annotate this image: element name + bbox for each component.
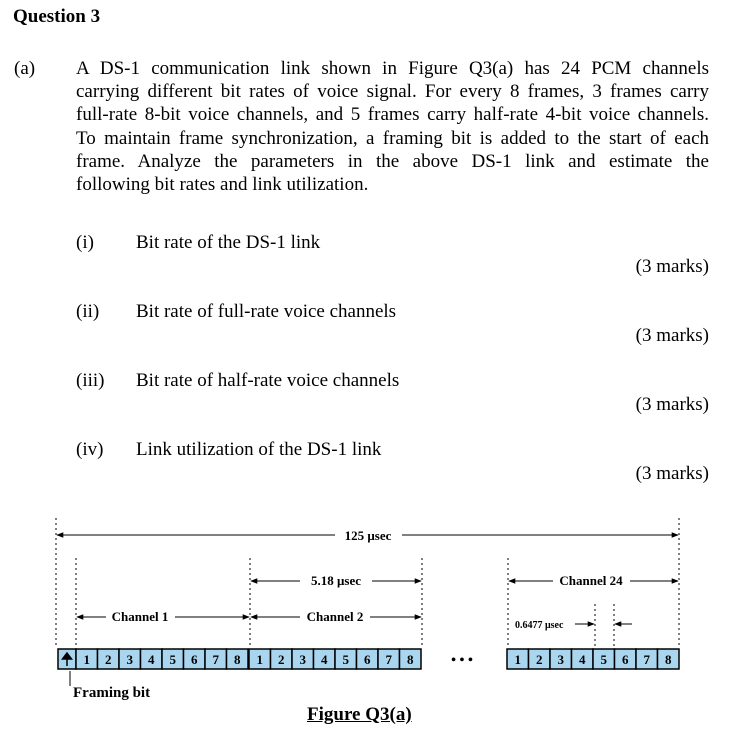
paragraph-line: A DS-1 communication link shown in Figure Q3(a) has 24 PCM channels: [76, 58, 709, 79]
bit-cell-label: 2: [536, 652, 543, 667]
bit-cell-label: 7: [385, 652, 392, 667]
marks-label: (3 marks): [635, 463, 709, 484]
bit-cell-label: 8: [665, 652, 672, 667]
bit-cell-label: 6: [622, 652, 629, 667]
bit-cell-label: 4: [148, 652, 155, 667]
bit-cell-label: 4: [579, 652, 586, 667]
channel1-label: Channel 1: [111, 609, 169, 624]
figure-caption: Figure Q3(a): [307, 704, 412, 725]
subquestion-number: (i): [76, 232, 94, 253]
channel2-label: Channel 2: [306, 609, 364, 624]
bit-cell-label: 8: [234, 652, 241, 667]
bit-cell-label: 5: [600, 652, 607, 667]
paragraph-line: frame. Analyze the parameters in the above DS-1 link and estimate the: [76, 150, 709, 172]
bit-cell-label: 7: [643, 652, 650, 667]
paragraph-line: carrying different bit rates of voice signal. For every 8 frames, 3 frames carry: [76, 81, 709, 103]
bit-cell-label: 7: [212, 652, 219, 667]
bit-duration-label: 0.6477 μsec: [515, 620, 564, 631]
bit-cell-label: 1: [514, 652, 521, 667]
bit-cell-label: 4: [321, 652, 328, 667]
subquestion-text: Bit rate of the DS-1 link: [136, 232, 321, 253]
bit-cell-label: 6: [191, 652, 198, 667]
bit-cell-label: 3: [126, 652, 133, 667]
channel-duration-label: 5.18 μsec: [311, 573, 361, 588]
frame-duration-label: 125 μsec: [344, 528, 392, 543]
bit-cell-label: 2: [278, 652, 285, 667]
paragraph-line: following bit rates and link utilization.: [76, 174, 369, 196]
paragraph-line: full-rate 8-bit voice channels, and 5 frames carry half-rate 4-bit voice channels.: [76, 104, 709, 126]
bit-cell-label: 1: [256, 652, 263, 667]
bit-cell-label: 2: [105, 652, 112, 667]
marks-label: (3 marks): [635, 325, 709, 346]
bit-cell-label: 3: [557, 652, 564, 667]
subquestion-text: Bit rate of full-rate voice channels: [136, 301, 397, 322]
ellipsis: • • •: [451, 653, 473, 668]
subquestion-number: (ii): [76, 301, 100, 322]
marks-label: (3 marks): [635, 394, 709, 415]
bit-cell-label: 6: [364, 652, 371, 667]
subquestion-number: (iv): [76, 439, 104, 460]
bit-cell-label: 3: [299, 652, 306, 667]
question-title: Question 3: [13, 6, 101, 27]
framing-bit-label: Framing bit: [73, 685, 151, 701]
subquestion-text: Bit rate of half-rate voice channels: [136, 370, 400, 391]
channel24-label: Channel 24: [559, 573, 623, 588]
bit-cell-label: 8: [407, 652, 414, 667]
bit-cell-label: 1: [83, 652, 90, 667]
bit-cell-label: 5: [342, 652, 349, 667]
subquestion-text: Link utilization of the DS-1 link: [136, 439, 382, 460]
marks-label: (3 marks): [635, 256, 709, 277]
subquestion-number: (iii): [76, 370, 105, 391]
paragraph-line: To maintain frame synchronization, a framing bit is added to the start of each: [76, 127, 709, 149]
part-label: (a): [14, 58, 36, 79]
bit-cell-label: 5: [169, 652, 176, 667]
